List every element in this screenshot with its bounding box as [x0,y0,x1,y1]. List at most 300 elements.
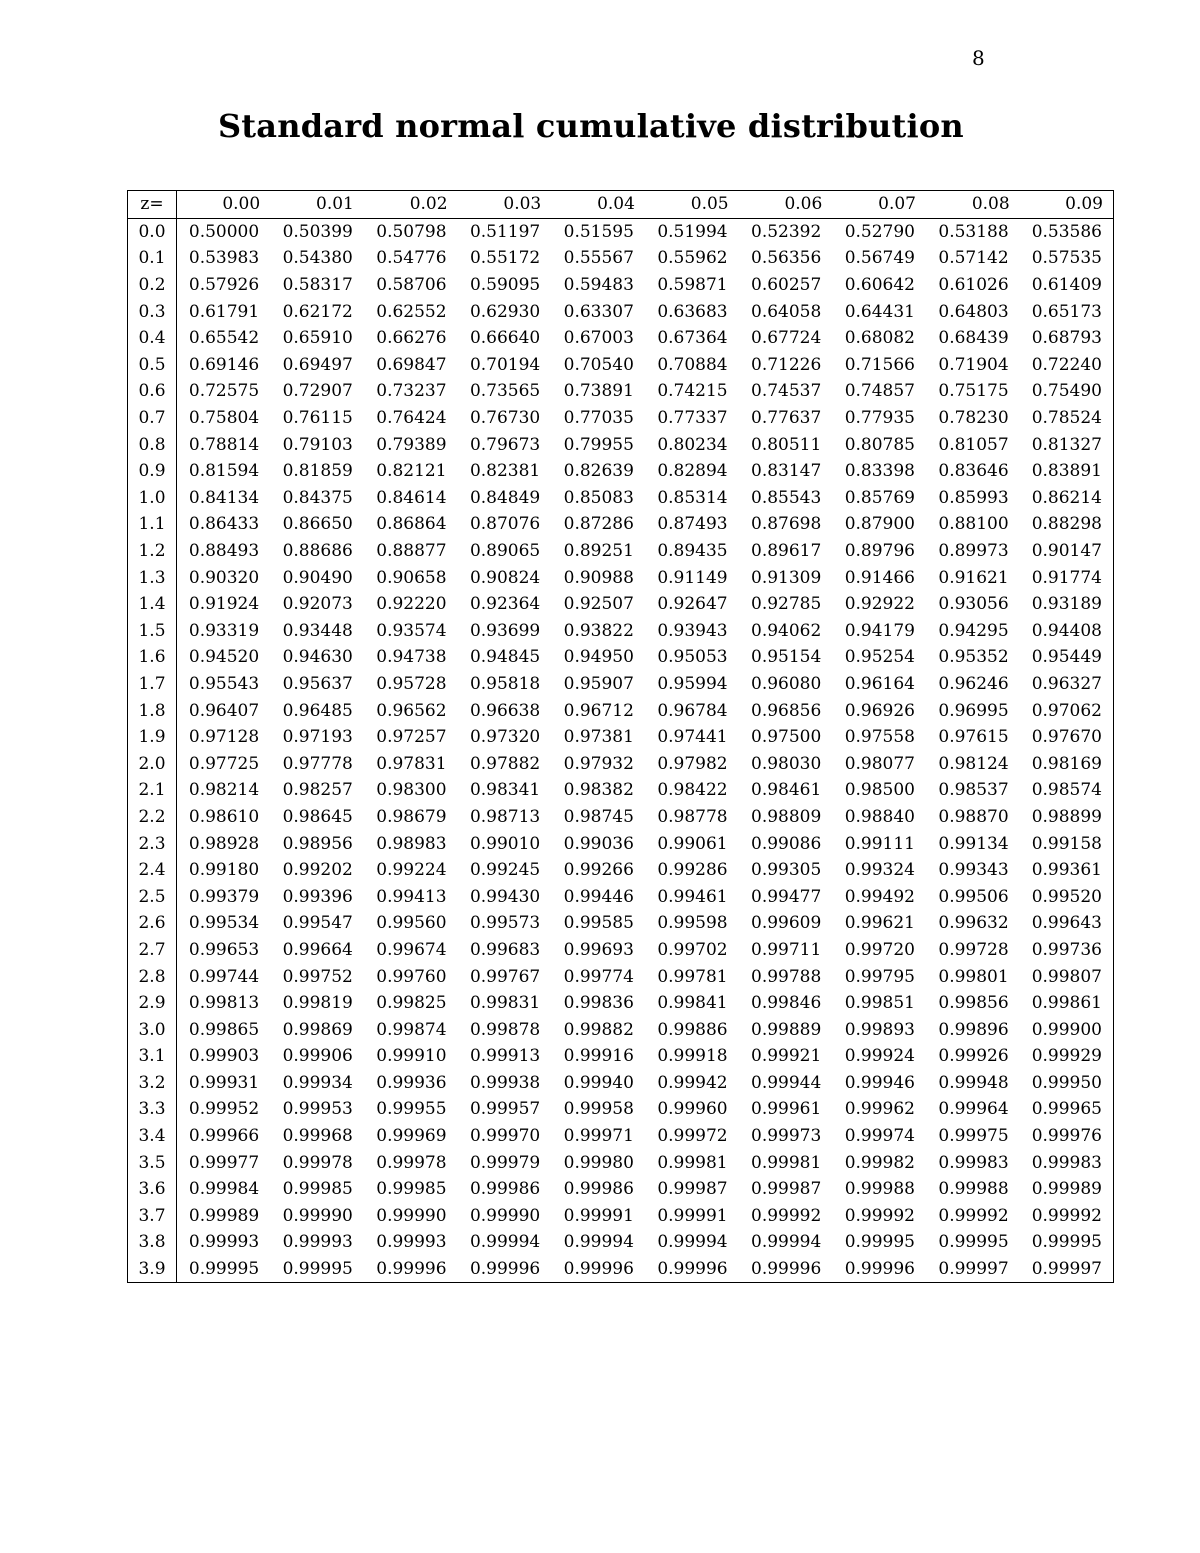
table-cell: 0.99413 [376,886,447,907]
row-z-label: 2.7 [128,937,177,964]
table-cell: 0.99781 [657,966,728,987]
table-cell: 0.99906 [282,1046,353,1067]
row-z-label: 0.1 [128,245,177,272]
table-cell: 0.62552 [376,301,447,322]
table-cell: 0.99993 [188,1232,260,1253]
table-row [128,485,1114,512]
table-cell: 0.99980 [563,1152,634,1173]
table-cell: 0.99836 [563,993,634,1014]
table-cell: 0.90824 [469,567,541,588]
table-cell: 0.99609 [751,913,822,934]
table-row [128,591,1114,618]
table-cell: 0.99978 [376,1152,447,1173]
table-cell: 0.99266 [563,860,634,881]
table-cell: 0.90988 [563,567,634,588]
column-header: 0.01 [270,191,364,219]
table-cell: 0.92364 [469,594,541,615]
column-header: 0.06 [739,191,833,219]
table-cell: 0.99653 [188,939,260,960]
table-cell: 0.99992 [844,1205,915,1226]
table-cell: 0.99693 [563,939,634,960]
table-cell: 0.99964 [938,1099,1009,1120]
table-cell: 0.76424 [376,408,447,429]
table-cell: 0.63307 [563,301,634,322]
table-cell: 0.99962 [844,1099,915,1120]
table-cell: 0.99819 [282,993,353,1014]
table-cell: 0.99992 [1031,1205,1102,1226]
table-cell: 0.97128 [188,727,260,748]
normal-distribution-table [127,190,1114,1283]
table-cell: 0.99813 [188,993,260,1014]
table-cell: 0.82121 [376,461,447,482]
row-z-label: 2.0 [128,750,177,777]
table-cell: 0.99958 [563,1099,634,1120]
table-cell: 0.95449 [1031,647,1102,668]
table-cell: 0.99970 [469,1126,541,1147]
table-cell: 0.89435 [657,541,728,562]
table-cell: 0.99995 [188,1259,260,1280]
table-row [128,830,1114,857]
table-cell: 0.99957 [469,1099,541,1120]
row-z-label: 3.7 [128,1203,177,1230]
table-cell: 0.99918 [657,1046,728,1067]
table-cell: 0.98745 [563,806,634,827]
table-cell: 0.97257 [376,727,447,748]
table-cell: 0.99995 [844,1232,915,1253]
table-cell: 0.93448 [282,620,353,641]
table-cell: 0.99831 [469,993,541,1014]
column-header: 0.03 [458,191,552,219]
table-row [128,910,1114,937]
row-z-label: 1.7 [128,671,177,698]
table-cell: 0.52790 [844,221,915,242]
table-cell: 0.85543 [751,487,822,508]
table-cell: 0.88298 [1031,514,1102,535]
table-cell: 0.99903 [188,1046,260,1067]
table-cell: 0.99621 [844,913,915,934]
table-cell: 0.98077 [844,753,915,774]
table-cell: 0.96246 [938,673,1009,694]
table-cell: 0.99886 [657,1019,728,1040]
column-header: 0.02 [364,191,458,219]
table-cell: 0.95994 [657,673,728,694]
table-cell: 0.99882 [563,1019,634,1040]
row-z-label: 3.6 [128,1176,177,1203]
table-cell: 0.95352 [938,647,1009,668]
table-cell: 0.97381 [563,727,634,748]
table-row [128,218,1114,245]
table-cell: 0.91309 [751,567,822,588]
table-cell: 0.87076 [469,514,541,535]
table-cell: 0.84614 [376,487,447,508]
table-cell: 0.99966 [188,1126,260,1147]
table-cell: 0.77637 [751,408,822,429]
table-row [128,1149,1114,1176]
table-cell: 0.97441 [657,727,728,748]
row-z-label: 3.1 [128,1043,177,1070]
table-cell: 0.90147 [1031,541,1102,562]
column-header: 0.05 [645,191,739,219]
table-cell: 0.57535 [1031,248,1102,269]
table-cell: 0.81594 [188,461,260,482]
table-cell: 0.99981 [751,1152,822,1173]
table-cell: 0.99969 [376,1126,447,1147]
table-cell: 0.99736 [1031,939,1102,960]
table-cell: 0.94845 [469,647,541,668]
table-cell: 0.99955 [376,1099,447,1120]
table-cell: 0.68793 [1031,328,1102,349]
table-cell: 0.89617 [751,541,822,562]
table-cell: 0.99985 [282,1179,353,1200]
table-cell: 0.78230 [938,408,1009,429]
table-row [128,990,1114,1017]
table-cell: 0.99801 [938,966,1009,987]
table-cell: 0.92785 [751,594,822,615]
table-row [128,1016,1114,1043]
table-cell: 0.96407 [188,700,260,721]
table-cell: 0.99994 [469,1232,541,1253]
table-header-row [128,191,1114,219]
table-cell: 0.99286 [657,860,728,881]
column-header: 0.07 [832,191,926,219]
table-cell: 0.50000 [188,221,260,242]
table-cell: 0.72240 [1031,354,1102,375]
table-cell: 0.73891 [563,381,634,402]
table-row [128,697,1114,724]
row-z-label: 0.0 [128,218,177,245]
table-cell: 0.99585 [563,913,634,934]
table-cell: 0.99968 [282,1126,353,1147]
table-cell: 0.99984 [188,1179,260,1200]
row-z-label: 0.3 [128,298,177,325]
table-cell: 0.99965 [1031,1099,1102,1120]
table-cell: 0.99988 [938,1179,1009,1200]
table-cell: 0.94408 [1031,620,1102,641]
row-z-label: 2.6 [128,910,177,937]
table-cell: 0.93699 [469,620,541,641]
table-cell: 0.99989 [1031,1179,1102,1200]
table-cell: 0.50798 [376,221,447,242]
table-cell: 0.99702 [657,939,728,960]
table-cell: 0.97725 [188,753,260,774]
table-cell: 0.99632 [938,913,1009,934]
table-cell: 0.60642 [844,275,915,296]
table-cell: 0.68082 [844,328,915,349]
table-cell: 0.99946 [844,1072,915,1093]
table-cell: 0.72575 [188,381,260,402]
table-cell: 0.99461 [657,886,728,907]
table-cell: 0.99913 [469,1046,541,1067]
table-cell: 0.73565 [469,381,541,402]
table-cell: 0.84134 [188,487,260,508]
table-cell: 0.99994 [657,1232,728,1253]
table-cell: 0.97320 [469,727,541,748]
table-cell: 0.51595 [563,221,634,242]
table-cell: 0.99664 [282,939,353,960]
table-row [128,1229,1114,1256]
table-cell: 0.99940 [563,1072,634,1093]
table-cell: 0.56749 [844,248,915,269]
table-cell: 0.98257 [282,780,353,801]
table-cell: 0.59095 [469,275,541,296]
table-cell: 0.99953 [282,1099,353,1120]
table-cell: 0.99158 [1031,833,1102,854]
table-row [128,1043,1114,1070]
table-cell: 0.99952 [188,1099,260,1120]
table-cell: 0.99379 [188,886,260,907]
table-cell: 0.71566 [844,354,915,375]
table-row [128,564,1114,591]
table-cell: 0.99988 [844,1179,915,1200]
table-cell: 0.99728 [938,939,1009,960]
table-cell: 0.99841 [657,993,728,1014]
table-cell: 0.61409 [1031,275,1102,296]
table-row [128,245,1114,272]
table-cell: 0.74537 [751,381,822,402]
table-cell: 0.80785 [844,434,915,455]
table-cell: 0.67003 [563,328,634,349]
table-cell: 0.99977 [188,1152,260,1173]
table-cell: 0.99534 [188,913,260,934]
table-cell: 0.96327 [1031,673,1102,694]
table-cell: 0.99983 [1031,1152,1102,1173]
table-cell: 0.99981 [657,1152,728,1173]
table-cell: 0.99036 [563,833,634,854]
table-cell: 0.90658 [376,567,447,588]
table-cell: 0.99985 [376,1179,447,1200]
table-row [128,1203,1114,1230]
table-cell: 0.97615 [938,727,1009,748]
row-z-label: 1.0 [128,485,177,512]
table-cell: 0.65173 [1031,301,1102,322]
table-cell: 0.99869 [282,1019,353,1040]
table-cell: 0.92220 [376,594,447,615]
table-cell: 0.88877 [376,541,447,562]
table-cell: 0.99598 [657,913,728,934]
table-cell: 0.99944 [751,1072,822,1093]
table-cell: 0.55172 [469,248,541,269]
table-row [128,857,1114,884]
table-cell: 0.95543 [188,673,260,694]
table-cell: 0.83147 [751,461,822,482]
table-cell: 0.88493 [188,541,260,562]
table-cell: 0.94738 [376,647,447,668]
row-z-label: 3.2 [128,1070,177,1097]
table-cell: 0.78814 [188,434,260,455]
table-cell: 0.85314 [657,487,728,508]
table-row [128,724,1114,751]
table-cell: 0.99324 [844,860,915,881]
table-cell: 0.91774 [1031,567,1102,588]
table-cell: 0.77035 [563,408,634,429]
table-cell: 0.98645 [282,806,353,827]
table-cell: 0.97882 [469,753,541,774]
table-cell: 0.96485 [282,700,353,721]
table-cell: 0.99010 [469,833,541,854]
table-cell: 0.99992 [751,1205,822,1226]
table-cell: 0.94062 [751,620,822,641]
table-row [128,352,1114,379]
table-cell: 0.65910 [282,328,353,349]
table-cell: 0.61791 [188,301,260,322]
table-cell: 0.99995 [1031,1232,1102,1253]
table-cell: 0.98809 [751,806,822,827]
table-cell: 0.99446 [563,886,634,907]
table-cell: 0.66640 [469,328,541,349]
table-cell: 0.87900 [844,514,915,535]
table-cell: 0.79389 [376,434,447,455]
table-row [128,511,1114,538]
table-cell: 0.70194 [469,354,541,375]
table-row [128,405,1114,432]
table-cell: 0.98124 [938,753,1009,774]
table-cell: 0.64431 [844,301,915,322]
table-cell: 0.82381 [469,461,541,482]
table-cell: 0.99111 [844,833,915,854]
table-cell: 0.98030 [751,753,822,774]
table-cell: 0.98382 [563,780,634,801]
table-cell: 0.99993 [376,1232,447,1253]
table-cell: 0.86214 [1031,487,1102,508]
table-cell: 0.67724 [751,328,822,349]
table-cell: 0.98899 [1031,806,1102,827]
table-cell: 0.85769 [844,487,915,508]
table-cell: 0.74857 [844,381,915,402]
table-cell: 0.80234 [657,434,728,455]
table-cell: 0.90320 [188,567,260,588]
table-cell: 0.99861 [1031,993,1102,1014]
table-cell: 0.57142 [938,248,1009,269]
table-cell: 0.61026 [938,275,1009,296]
page-number: 8 [972,46,985,70]
row-z-label: 0.5 [128,352,177,379]
table-cell: 0.96638 [469,700,541,721]
table-cell: 0.99991 [563,1205,634,1226]
table-cell: 0.99938 [469,1072,541,1093]
table-cell: 0.99974 [844,1126,915,1147]
table-cell: 0.95818 [469,673,541,694]
row-z-label: 0.6 [128,378,177,405]
table-cell: 0.99929 [1031,1046,1102,1067]
table-cell: 0.96926 [844,700,915,721]
table-cell: 0.51994 [657,221,728,242]
table-cell: 0.99994 [563,1232,634,1253]
table-cell: 0.94630 [282,647,353,668]
table-cell: 0.54776 [376,248,447,269]
table-cell: 0.99683 [469,939,541,960]
table-cell: 0.99343 [938,860,1009,881]
table-cell: 0.99992 [938,1205,1009,1226]
table-cell: 0.99983 [938,1152,1009,1173]
table-cell: 0.98300 [376,780,447,801]
corner-label: z= [128,191,177,219]
row-z-label: 2.1 [128,777,177,804]
table-cell: 0.99990 [282,1205,353,1226]
table-cell: 0.96995 [938,700,1009,721]
table-cell: 0.98341 [469,780,541,801]
table-cell: 0.95907 [563,673,634,694]
table-cell: 0.99846 [751,993,822,1014]
table-cell: 0.91924 [188,594,260,615]
table-cell: 0.62930 [469,301,541,322]
table-cell: 0.94179 [844,620,915,641]
table-cell: 0.99931 [188,1072,260,1093]
table-cell: 0.96712 [563,700,634,721]
table-row [128,671,1114,698]
table-cell: 0.92647 [657,594,728,615]
table-cell: 0.75175 [938,381,1009,402]
table-cell: 0.99971 [563,1126,634,1147]
table-cell: 0.99948 [938,1072,1009,1093]
table-cell: 0.59871 [657,275,728,296]
table-cell: 0.79103 [282,434,353,455]
table-cell: 0.95053 [657,647,728,668]
table-cell: 0.86650 [282,514,353,535]
table-cell: 0.79673 [469,434,541,455]
row-z-label: 0.2 [128,272,177,299]
table-cell: 0.97670 [1031,727,1102,748]
table-cell: 0.75490 [1031,381,1102,402]
table-cell: 0.87286 [563,514,634,535]
table-cell: 0.99061 [657,833,728,854]
table-cell: 0.99865 [188,1019,260,1040]
table-cell: 0.65542 [188,328,260,349]
table-cell: 0.99477 [751,886,822,907]
table-cell: 0.94520 [188,647,260,668]
table-cell: 0.99996 [469,1259,541,1280]
table-cell: 0.97831 [376,753,447,774]
table-row [128,1070,1114,1097]
table-cell: 0.99936 [376,1072,447,1093]
table-cell: 0.98956 [282,833,353,854]
table-cell: 0.83398 [844,461,915,482]
table-cell: 0.55567 [563,248,634,269]
table-cell: 0.88686 [282,541,353,562]
table-cell: 0.83891 [1031,461,1102,482]
table-cell: 0.91466 [844,567,915,588]
table-cell: 0.99506 [938,886,1009,907]
table-cell: 0.51197 [469,221,541,242]
table-cell: 0.98928 [188,833,260,854]
row-z-label: 0.8 [128,431,177,458]
row-z-label: 3.0 [128,1016,177,1043]
table-row [128,272,1114,299]
table-cell: 0.97982 [657,753,728,774]
table-cell: 0.92073 [282,594,353,615]
table-cell: 0.64058 [751,301,822,322]
table-cell: 0.99807 [1031,966,1102,987]
table-row [128,1123,1114,1150]
table-cell: 0.99987 [657,1179,728,1200]
row-z-label: 3.9 [128,1256,177,1283]
row-z-label: 2.3 [128,830,177,857]
row-z-label: 0.9 [128,458,177,485]
table-cell: 0.99960 [657,1099,728,1120]
table-cell: 0.99979 [469,1152,541,1173]
table-cell: 0.91149 [657,567,728,588]
table-row [128,644,1114,671]
table-cell: 0.56356 [751,248,822,269]
table-cell: 0.99990 [376,1205,447,1226]
table-cell: 0.99396 [282,886,353,907]
row-z-label: 0.7 [128,405,177,432]
row-z-label: 1.4 [128,591,177,618]
table-cell: 0.89065 [469,541,541,562]
table-cell: 0.98461 [751,780,822,801]
table-cell: 0.98574 [1031,780,1102,801]
table-cell: 0.67364 [657,328,728,349]
table-cell: 0.99224 [376,860,447,881]
